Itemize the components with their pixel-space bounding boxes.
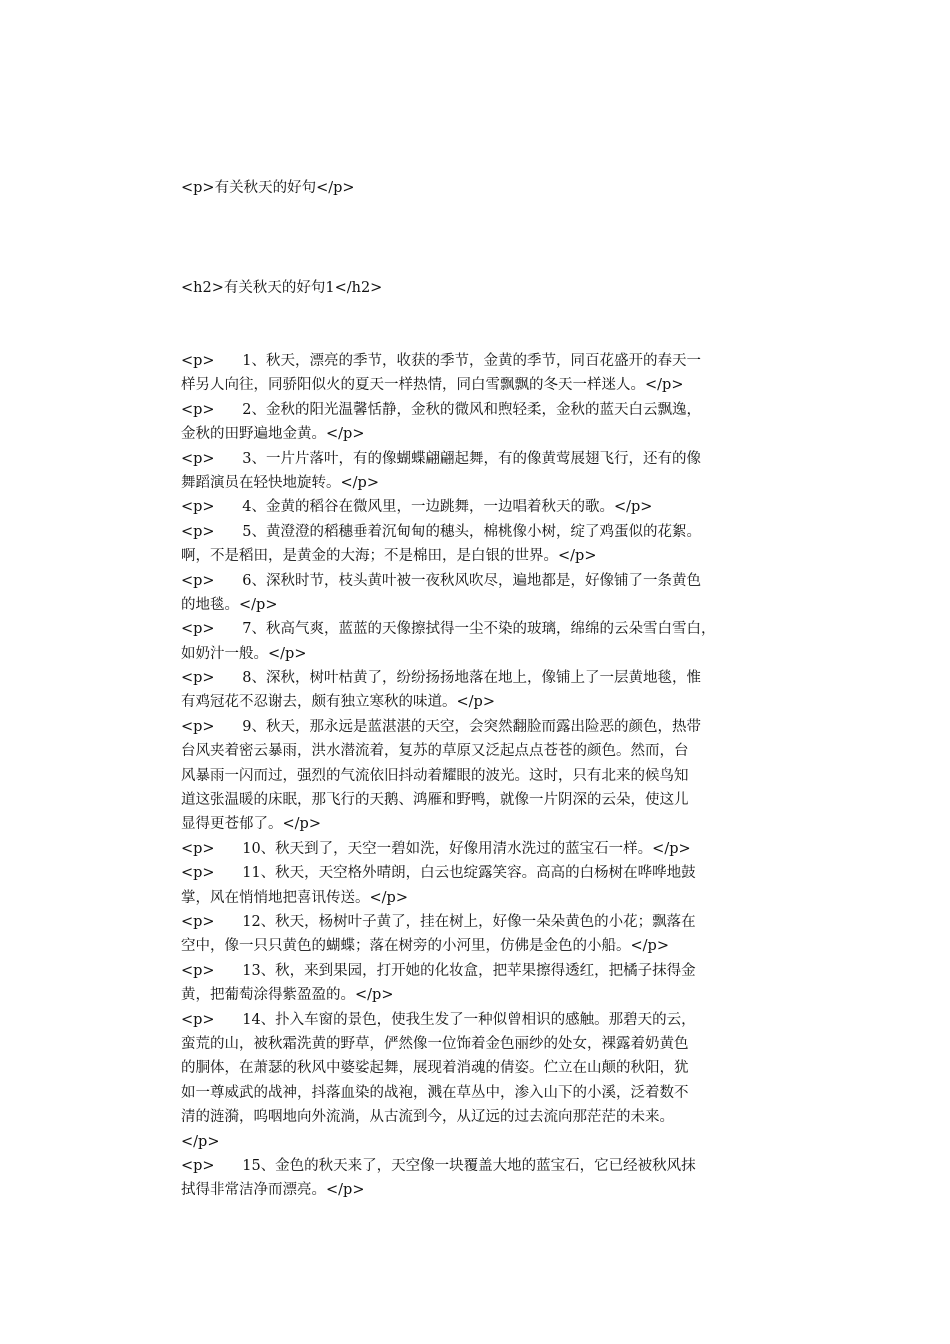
- text-line: 的胴体，在萧瑟的秋风中婆娑起舞，展现着消魂的倩姿。伫立在山颠的秋阳，犹: [181, 1060, 689, 1077]
- text-line: <p> 9、秋天，那永远是蓝湛湛的天空，会突然翻脸而露出险恶的颜色，热带: [181, 718, 701, 735]
- text-line: <p> 2、金秋的阳光温馨恬静，金秋的微风和煦轻柔，金秋的蓝天白云飘逸，: [181, 401, 701, 418]
- text-line: 啊，不是稻田，是黄金的大海；不是棉田，是白银的世界。</p>: [181, 548, 597, 565]
- text-line: 黄，把葡萄涂得紫盈盈的。</p>: [181, 987, 394, 1004]
- text-line: 清的涟漪，呜咽地向外流淌，从古流到今，从辽远的过去流向那茫茫的未来。: [181, 1109, 674, 1126]
- text-line: <p> 3、一片片落叶，有的像蝴蝶翩翩起舞，有的像黄莺展翅飞行，还有的像: [181, 450, 701, 467]
- text-line: <p> 6、深秋时节，枝头黄叶被一夜秋风吹尽，遍地都是，好像铺了一条黄色: [181, 572, 701, 589]
- text-line: 舞蹈演员在轻快地旋转。</p>: [181, 474, 379, 491]
- text-line: <p> 1、秋天，漂亮的季节，收获的季节，金黄的季节，同百花盛开的春天一: [181, 353, 701, 369]
- text-line: 如奶汁一般。</p>: [181, 645, 307, 662]
- text-line: <p> 12、秋天，杨树叶子黄了，挂在树上，好像一朵朵黄色的小花；飘落在: [181, 913, 696, 930]
- text-line: <p> 10、秋天到了，天空一碧如洗，好像用清水洗过的蓝宝石一样。</p>: [181, 840, 691, 857]
- text-line: 显得更苍郁了。</p>: [181, 816, 321, 833]
- text-line: 金秋的田野遍地金黄。</p>: [181, 426, 365, 443]
- text-line: 拭得非常洁净而漂亮。</p>: [181, 1182, 365, 1199]
- text-line: 掌，风在悄悄地把喜讯传送。</p>: [181, 889, 408, 906]
- text-line: 蛮荒的山，被秋霜洗黄的野草，俨然像一位饰着金色丽纱的处女，裸露着奶黄色: [181, 1035, 689, 1052]
- sentence-list: [181, 349, 781, 1203]
- text-line: 的地毯。</p>: [181, 596, 278, 613]
- text-line: </p>: [181, 1133, 220, 1150]
- text-line: 道这张温暖的床眠，那飞行的天鹅、鸿雁和野鸭，就像一片阴深的云朵，使这儿: [181, 792, 689, 809]
- text-line: <p> 15、金色的秋天来了，天空像一块覆盖大地的蓝宝石，它已经被秋风抹: [181, 1157, 696, 1174]
- text-line: <p> 14、扑入车窗的景色，使我生发了一种似曾相识的感触。那碧天的云，: [181, 1011, 696, 1028]
- text-line: <p> 4、金黄的稻谷在微风里，一边跳舞，一边唱着秋天的歌。</p>: [181, 499, 653, 516]
- section-heading-line: <h2>有关秋天的好句1</h2>: [181, 280, 383, 296]
- text-line: <p> 11、秋天，天空格外晴朗，白云也绽露笑容。高高的白杨树在哗哗地鼓: [181, 865, 696, 882]
- text-line: 有鸡冠花不忍谢去，颇有独立寒秋的味道。</p>: [181, 694, 495, 711]
- text-line: 样另人向往，同骄阳似火的夏天一样热情，同白雪飘飘的冬天一样迷人。</p>: [181, 377, 684, 394]
- text-line: 风暴雨一闪而过，强烈的气流依旧抖动着耀眼的波光。这时，只有北来的候鸟知: [181, 767, 689, 784]
- text-line: <p> 7、秋高气爽，蓝蓝的天像擦拭得一尘不染的玻璃，绵绵的云朵雪白雪白，: [181, 621, 716, 638]
- text-line: <p> 13、秋，来到果园，打开她的化妆盒，把苹果擦得透红，把橘子抹得金: [181, 962, 696, 979]
- text-line: 如一尊威武的战神，抖落血染的战袍，溅在草丛中，渗入山下的小溪，泛着数不: [181, 1084, 689, 1101]
- text-line: 台风夹着密云暴雨，洪水潜流着，复苏的草原又泛起点点苍苍的颜色。然而，台: [181, 743, 689, 760]
- text-line: <p> 5、黄澄澄的稻穗垂着沉甸甸的穗头，棉桃像小树，绽了鸡蛋似的花絮。: [181, 523, 701, 540]
- text-line: <p> 8、深秋，树叶枯黄了，纷纷扬扬地落在地上，像铺上了一层黄地毯，惟: [181, 670, 701, 687]
- text-line: 空中，像一只只黄色的蝴蝶；落在树旁的小河里，仿佛是金色的小船。</p>: [181, 938, 669, 955]
- document-title-line: <p>有关秋天的好句</p>: [181, 180, 355, 196]
